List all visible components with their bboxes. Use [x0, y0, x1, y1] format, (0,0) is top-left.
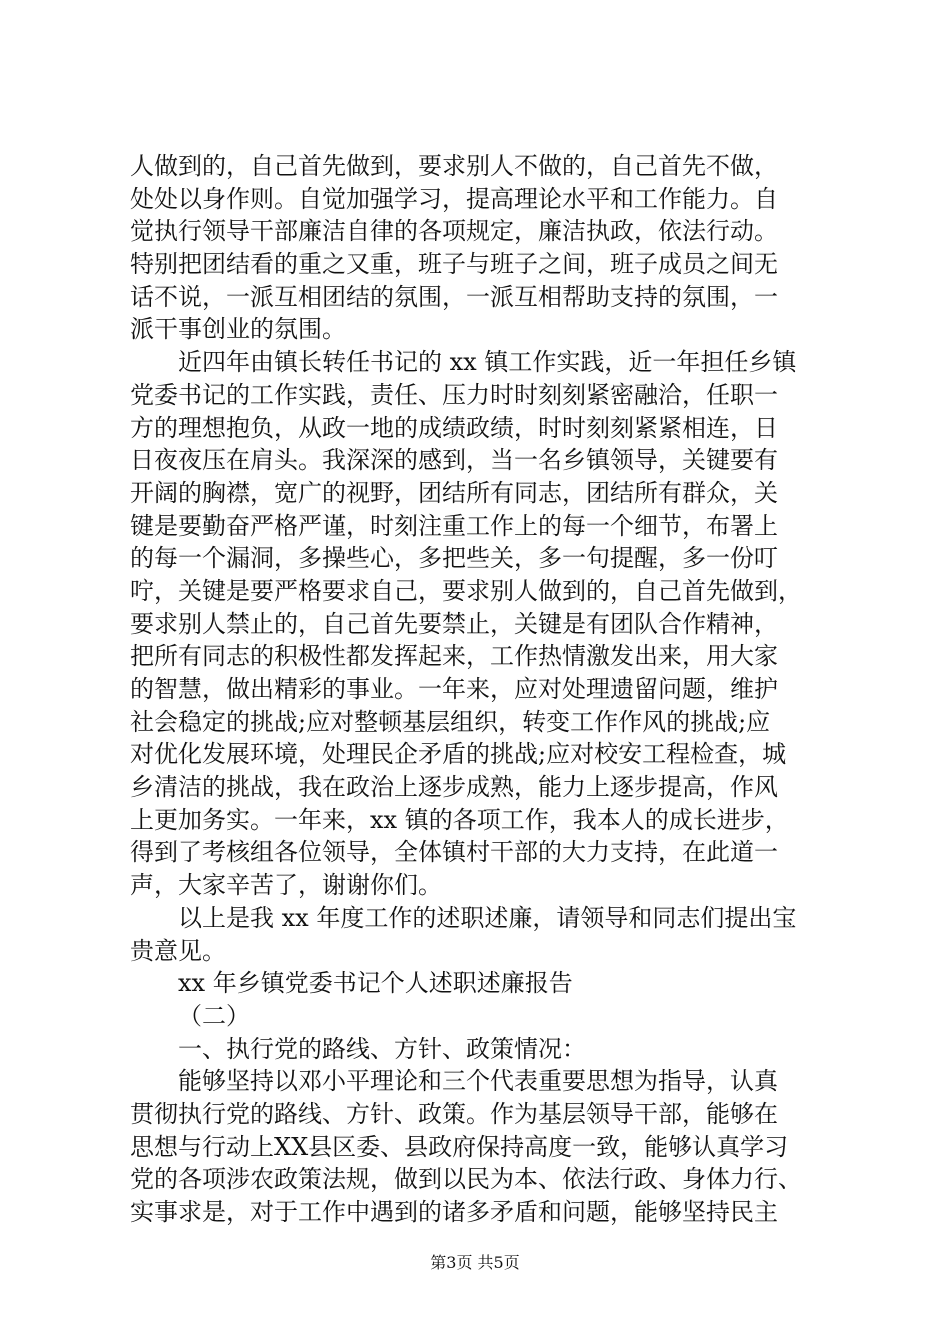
page-footer: 第3页 共5页: [430, 1253, 520, 1272]
text-line: 特别把团结看的重之又重，班子与班子之间，班子成员之间无: [130, 250, 778, 279]
text-line: 觉执行领导干部廉洁自律的各项规定，廉洁执政，依法行动。: [130, 217, 778, 246]
text-line: 能够坚持以邓小平理论和三个代表重要思想为指导，认真: [178, 1067, 778, 1096]
text-line: 社会稳定的挑战;应对整顿基层组织，转变工作作风的挑战;应: [130, 707, 771, 736]
text-line: 以上是我 xx 年度工作的述职述廉，请领导和同志们提出宝: [178, 903, 797, 932]
text-line: （二）: [178, 1001, 250, 1030]
text-line: 贵意见。: [130, 936, 226, 965]
text-line: 咛，关键是要严格要求自己，要求别人做到的，自己首先做到，: [130, 576, 802, 605]
text-line: 开阔的胸襟，宽广的视野，团结所有同志，团结所有群众，关: [130, 478, 778, 507]
text-line: 的智慧，做出精彩的事业。一年来，应对处理遗留问题，维护: [130, 675, 778, 703]
text-line: 把所有同志的积极性都发挥起来，工作热情激发出来，用大家: [130, 642, 778, 671]
text-line: 上更加务实。一年来，xx 镇的各项工作，我本人的成长进步，: [130, 805, 789, 834]
document-body: [130, 150, 830, 1229]
text-line: 实事求是，对于工作中遇到的诸多矛盾和问题，能够坚持民主: [130, 1198, 778, 1226]
text-line: 声，大家辛苦了，谢谢你们。: [130, 871, 442, 900]
text-line: 一、执行党的路线、方针、政策情况：: [178, 1034, 586, 1063]
text-line: 键是要勤奋严格严谨，时刻注重工作上的每一个细节，布署上: [130, 511, 778, 540]
text-line: 党的各项涉农政策法规，做到以民为本、依法行政、身体力行、: [130, 1165, 802, 1194]
text-line: 贯彻执行党的路线、方针、政策。作为基层领导干部，能够在: [130, 1099, 778, 1128]
text-line: 乡清洁的挑战，我在政治上逐步成熟，能力上逐步提高，作风: [130, 773, 778, 802]
text-line: 日夜夜压在肩头。我深深的感到，当一名乡镇领导，关键要有: [130, 446, 778, 475]
text-line: 要求别人禁止的，自己首先要禁止，关键是有团队合作精神，: [130, 609, 778, 638]
text-line: 思想与行动上XX县区委、县政府保持高度一致，能够认真学习: [130, 1132, 789, 1161]
text-line: 党委书记的工作实践，责任、压力时时刻刻紧密融洽，任职一: [130, 380, 778, 409]
text-line: 近四年由镇长转任书记的 xx 镇工作实践，近一年担任乡镇: [178, 348, 797, 377]
text-line: 派干事创业的氛围。: [130, 315, 346, 344]
text-line: 对优化发展环境，处理民企矛盾的挑战;应对校安工程检查，城: [130, 740, 787, 769]
text-line: 话不说，一派互相团结的氛围，一派互相帮助支持的氛围，一: [130, 282, 778, 311]
text-line: 人做到的，自己首先做到，要求别人不做的，自己首先不做，: [130, 152, 778, 180]
text-line: 处处以身作则。自觉加强学习，提高理论水平和工作能力。自: [130, 184, 778, 213]
text-line: 的每一个漏洞，多操些心，多把些关，多一句提醒，多一份叮: [130, 544, 778, 573]
text-line: 得到了考核组各位领导，全体镇村干部的大力支持，在此道一: [130, 838, 778, 867]
text-line: xx 年乡镇党委书记个人述职述廉报告: [178, 969, 573, 998]
text-line: 方的理想抱负，从政一地的成绩政绩，时时刻刻紧紧相连，日: [130, 413, 778, 442]
